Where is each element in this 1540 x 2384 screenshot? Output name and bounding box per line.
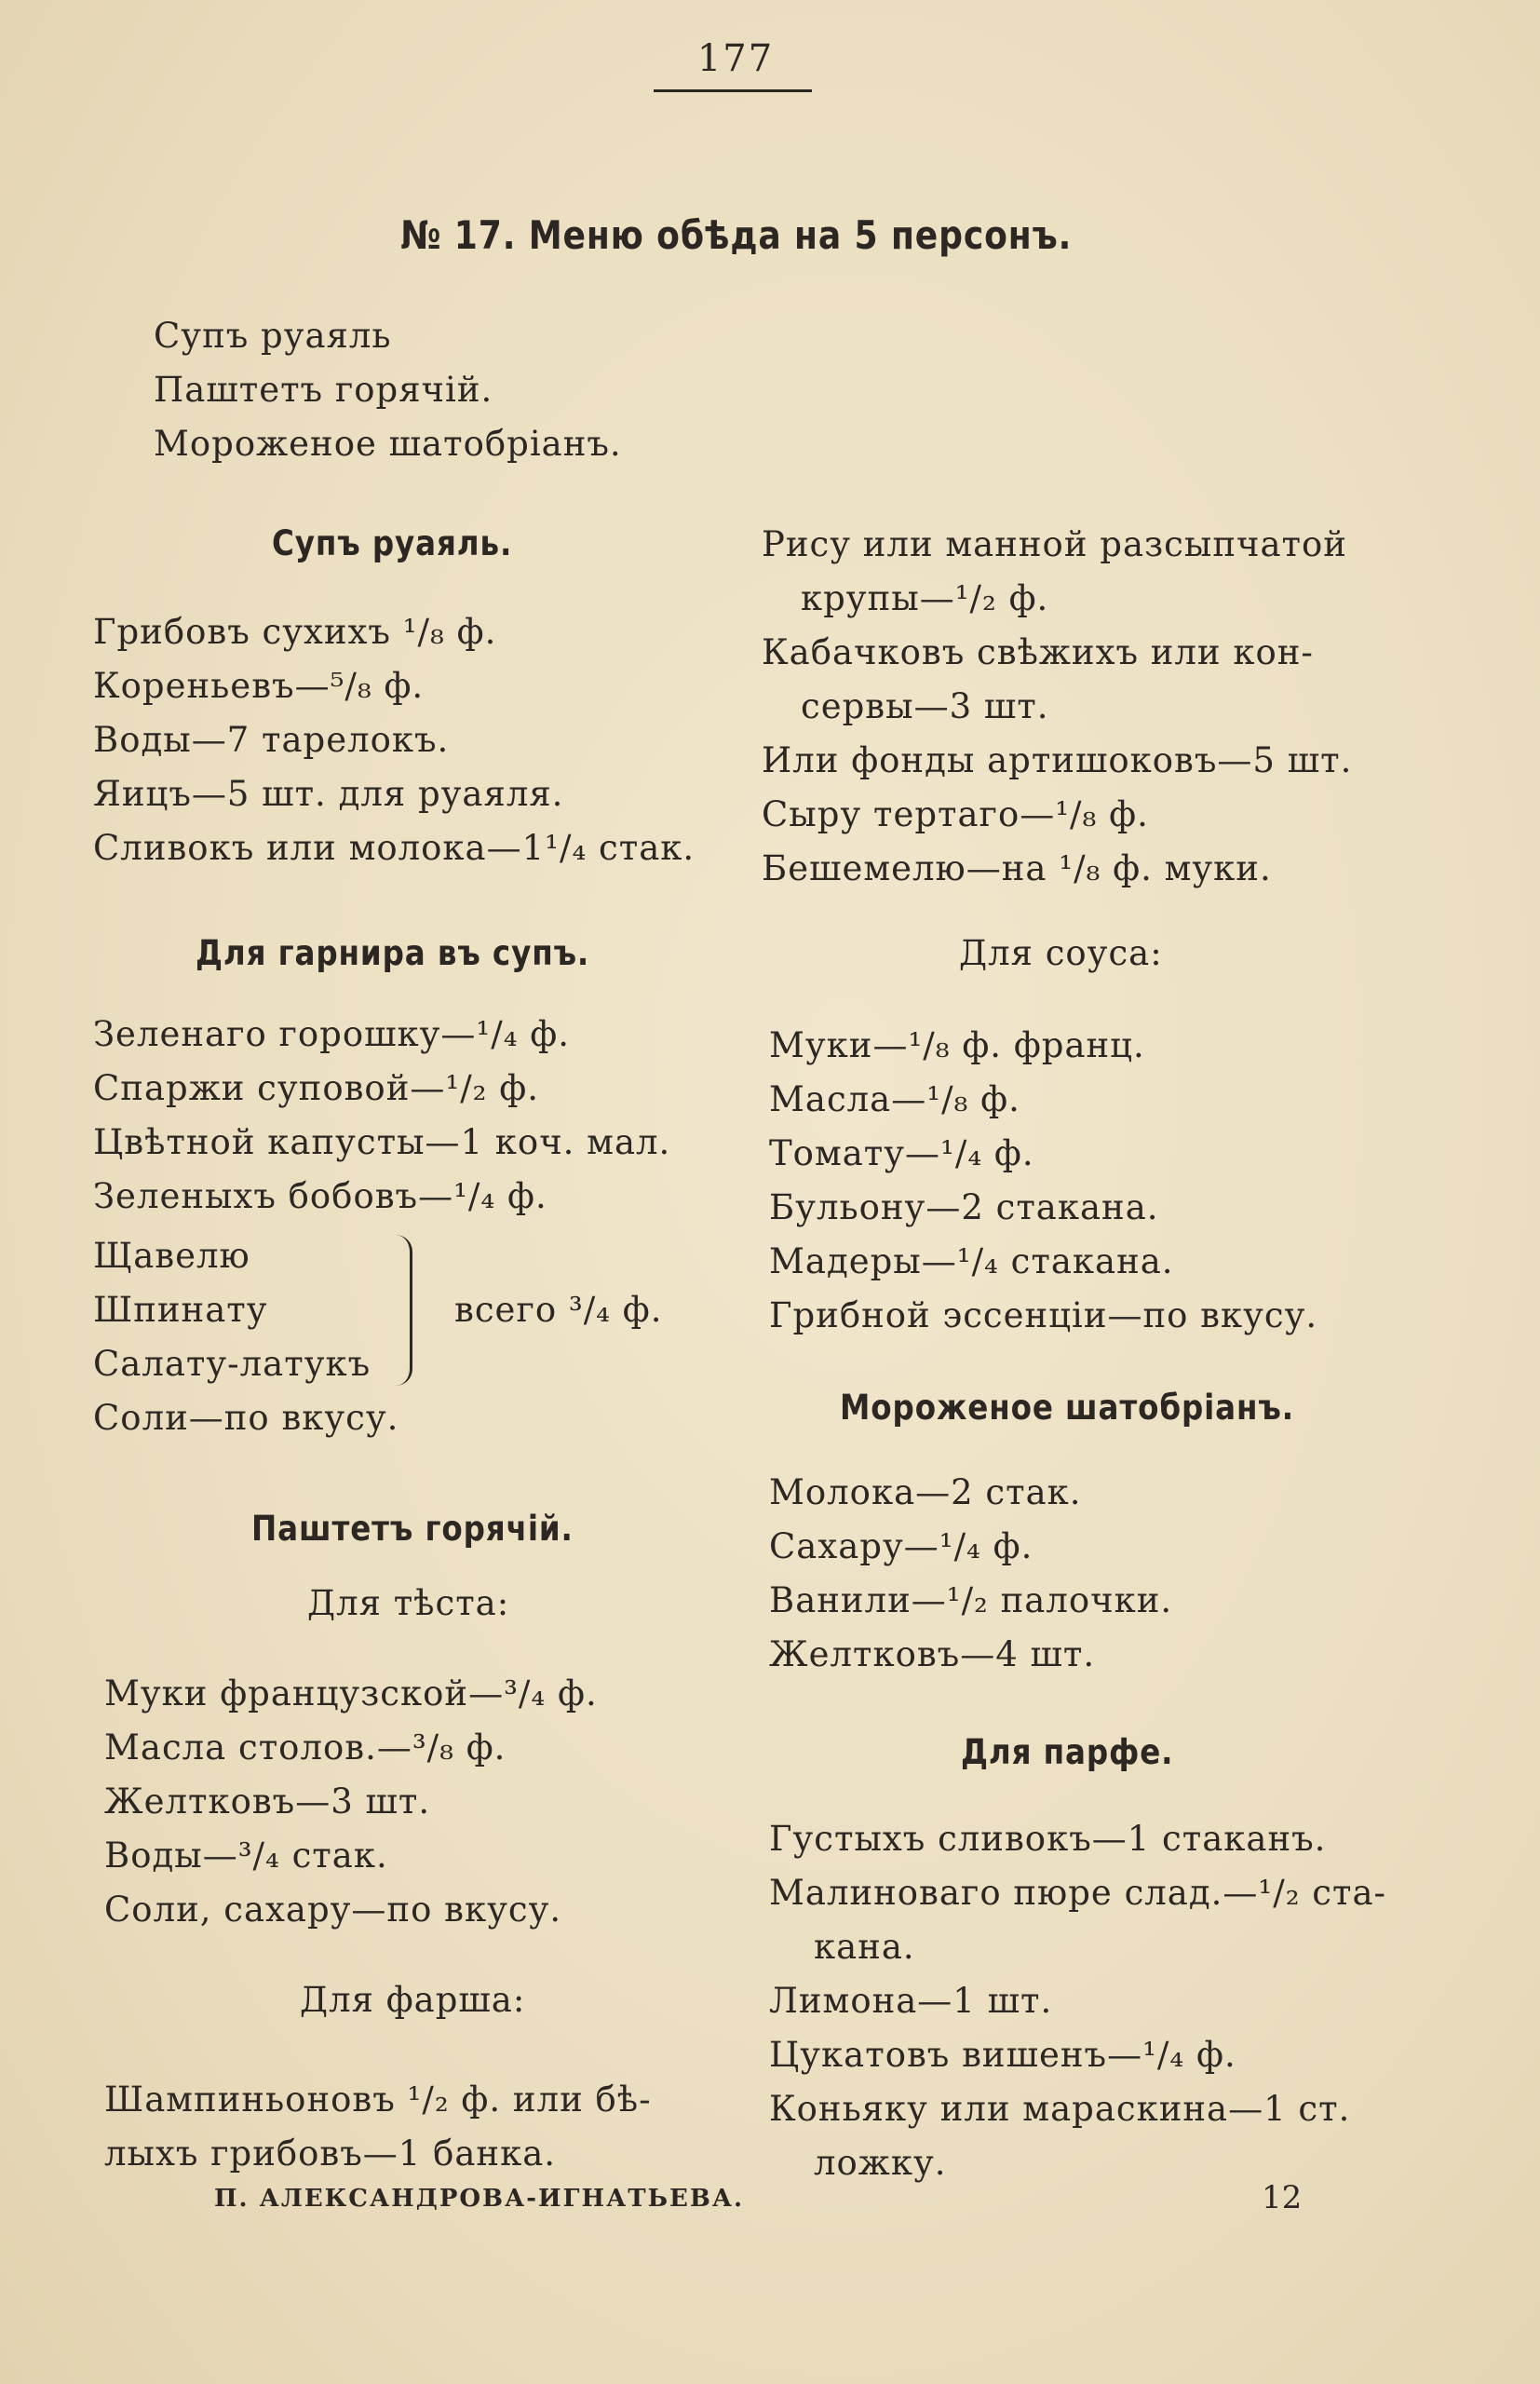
garnish-after [93,1391,399,1445]
ingredient-line: Воды—³/₄ стак. [104,1835,388,1876]
ingredient-line: Кабачковъ свѣжихъ или кон- [762,632,1314,672]
ingredient-line: Лимона—1 шт. [769,1981,1053,2021]
page-number: 177 [696,37,775,80]
ingredient-line: Спаржи суповой—¹/₂ ф. [93,1068,539,1108]
pate-title: Паштетъ горячій. [251,1509,574,1549]
ingredient-line: Шпинату [93,1290,268,1330]
ingredient-line: Зеленыхъ бобовъ—¹/₄ ф. [93,1176,547,1216]
signature-mark: 12 [1262,2179,1303,2216]
soup-ingredients [93,605,695,875]
ingredient-line: Цукатовъ вишенъ—¹/₄ ф. [769,2035,1236,2075]
sauce-title: Для соуса: [959,933,1163,973]
ingredient-line: Кореньевъ—⁵/₈ ф. [93,666,425,706]
right-top-ingredients [762,518,1352,896]
ingredient-line: Сыру тертаго—¹/₈ ф. [762,794,1149,834]
menu-item: Мороженое шатобріанъ. [154,424,622,464]
ingredient-line: Цвѣтной капусты—1 коч. мал. [93,1122,671,1162]
ingredient-line: Томату—¹/₄ ф. [769,1133,1034,1173]
parfait-ingredients [769,1812,1386,2190]
icecream-title: Мороженое шатобріанъ. [840,1388,1295,1428]
ingredient-line: ложку. [814,2143,947,2183]
ingredient-line: Яицъ—5 шт. для руаяля. [93,774,564,814]
curly-brace [391,1235,412,1386]
ingredient-line: Малиноваго пюре слад.—¹/₂ ста- [769,1873,1387,1913]
ingredient-line: Шампиньоновъ ¹/₂ ф. или бѣ- [104,2079,652,2120]
ingredient-line: Рису или манной разсыпчатой [762,524,1347,564]
ingredient-line: Сахару—¹/₄ ф. [769,1526,1033,1566]
brace-group [93,1229,663,1391]
dough-ingredients [104,1667,598,1937]
ingredient-line: Молока—2 стак. [769,1472,1082,1512]
page-number-rule [654,89,812,92]
ingredient-line: Масла—¹/₈ ф. [769,1079,1020,1119]
ingredient-line: Или фонды артишоковъ—5 шт. [762,740,1353,780]
ingredient-line: Соли, сахару—по вкусу. [104,1890,562,1930]
soup-title: Супъ руаяль. [272,523,513,563]
ingredient-line: Грибовъ сухихъ ¹/₈ ф. [93,612,497,652]
ingredient-line: Бульону—2 стакана. [769,1187,1159,1227]
brace-total: всего ³/₄ ф. [454,1290,663,1330]
ingredient-line: Бешемелю—на ¹/₈ ф. муки. [762,848,1272,888]
menu-list [154,309,622,471]
footer-author: П. АЛЕКСАНДРОВА-ИГНАТЬЕВА. [214,2185,745,2213]
menu-title: № 17. Меню обѣда на 5 персонъ. [400,212,1073,258]
ingredient-line: кана. [814,1927,915,1967]
ingredient-line: Муки—¹/₈ ф. франц. [769,1025,1145,1065]
ingredient-line: Желтковъ—3 шт. [104,1781,431,1822]
ingredient-line: Воды—7 тарелокъ. [93,720,450,760]
menu-item: Супъ руаяль [154,316,392,356]
ingredient-line: Густыхъ сливокъ—1 стаканъ. [769,1819,1327,1859]
ingredient-line: Масла столов.—³/₈ ф. [104,1727,507,1768]
ingredient-line: Мадеры—¹/₄ стакана. [769,1241,1174,1281]
dough-title: Для тѣста: [307,1583,510,1623]
garnish-title: Для гарнира въ супъ. [196,933,590,973]
ingredient-line: лыхъ грибовъ—1 банка. [104,2133,557,2174]
filling-ingredients [104,2073,652,2181]
ingredient-line: Сливокъ или молока—1¹/₄ стак. [93,828,696,868]
ingredient-line: крупы—¹/₂ ф. [801,578,1049,618]
ingredient-line: Коньяку или мараскина—1 ст. [769,2089,1351,2129]
ingredient-line: Зеленаго горошку—¹/₄ ф. [93,1014,571,1054]
ingredient-line: Желтковъ—4 шт. [769,1634,1096,1674]
ingredient-line: Салату-латукъ [93,1344,371,1384]
filling-title: Для фарша: [300,1980,526,2020]
ingredient-line: Щавелю [93,1236,250,1276]
ingredient-line: сервы—3 шт. [801,686,1049,726]
icecream-ingredients [769,1466,1172,1682]
ingredient-line: Ванили—¹/₂ палочки. [769,1580,1173,1620]
menu-item: Паштетъ горячій. [154,370,493,410]
sauce-ingredients [769,1019,1317,1343]
garnish-ingredients [93,1008,670,1224]
ingredient-line: Муки французской—³/₄ ф. [104,1673,598,1714]
parfait-title: Для парфе. [961,1732,1174,1772]
ingredient-line: Соли—по вкусу. [93,1398,399,1438]
ingredient-line: Грибной эссенціи—по вкусу. [769,1295,1318,1335]
